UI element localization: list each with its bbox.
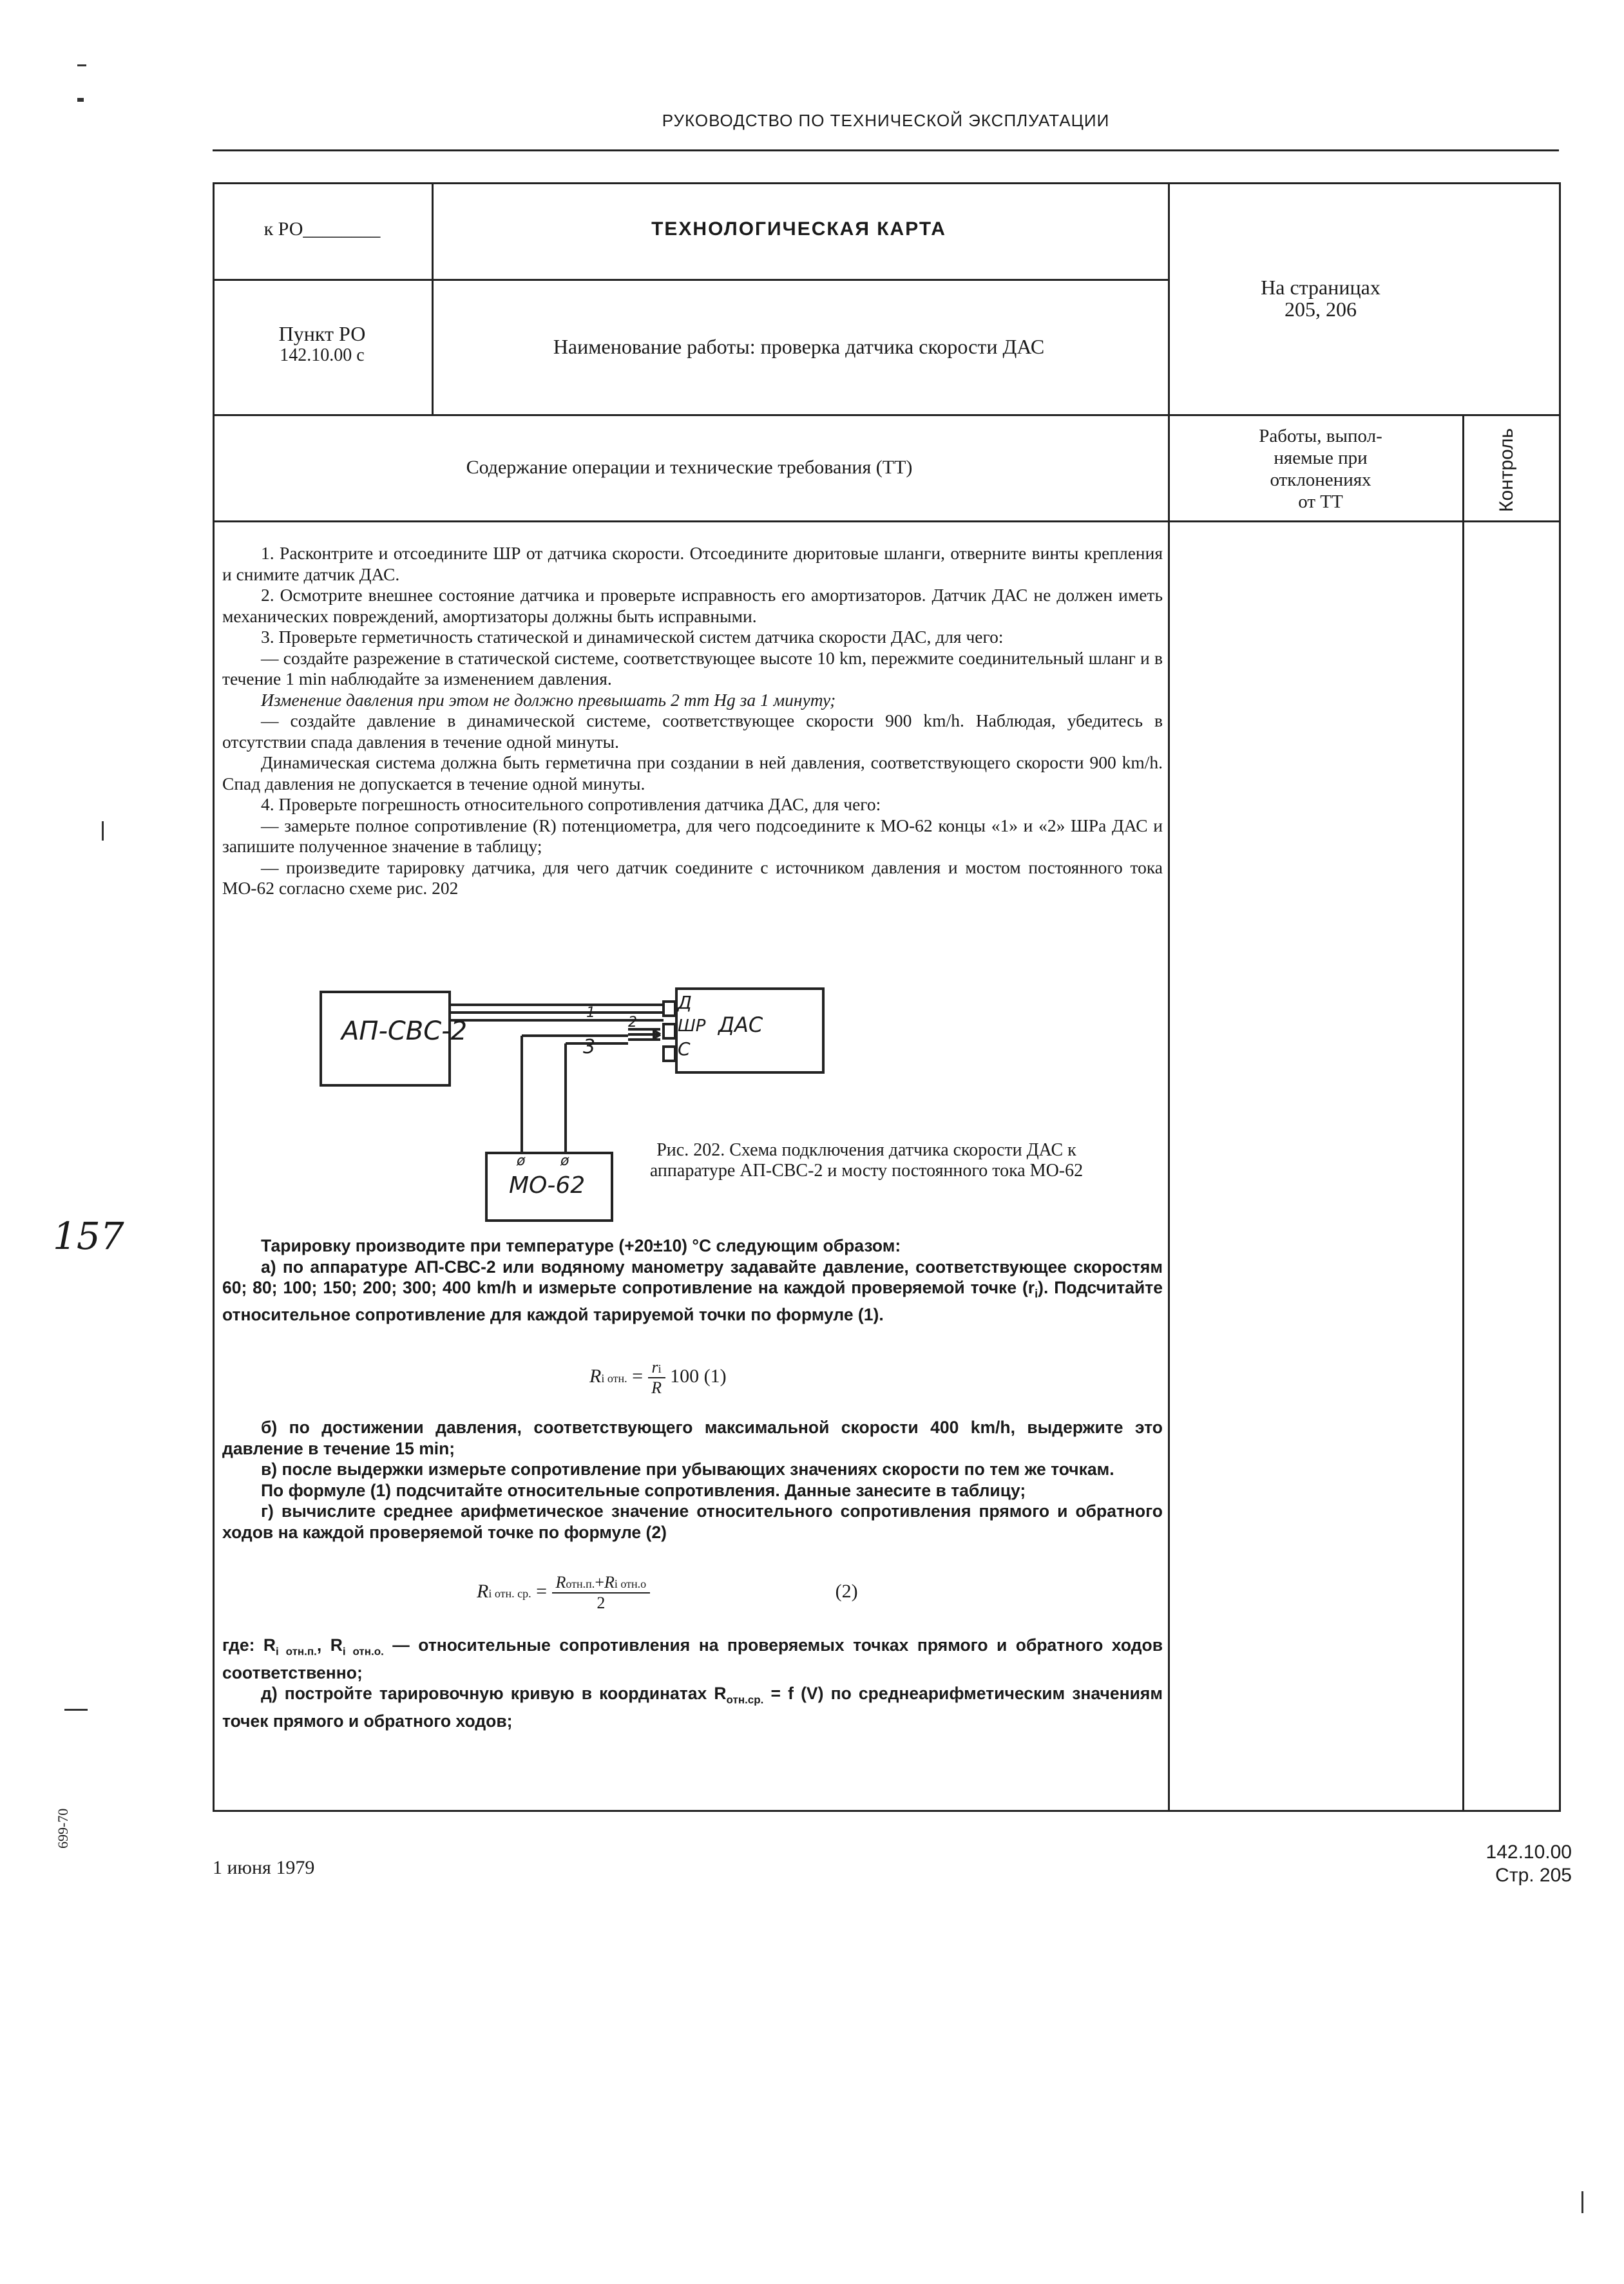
step-paragraph: — произведите тарировку датчика, для чего датчик соедините с источником давления и мостом постоянного тока МО-62 согласно схеме рис. 202 (222, 857, 1163, 898)
formula-tail: (2) (835, 1580, 858, 1602)
item-value: 142.10.00 с (280, 345, 365, 365)
col-deviation-line: от ТТ (1298, 491, 1343, 512)
text-span: а) по аппаратуре АП-СВС-2 или водяному манометру задавайте давление, соответствующее скоростям 60; 80; 100; 150; 200; 300; 400 km/h и измерьте сопротивление на каждой проверяемой точке (r (222, 1257, 1163, 1297)
side-code: 699-70 (55, 1808, 71, 1849)
terminal-2: ø (560, 1153, 569, 1169)
text-span: ). Подсчитайте относительное сопротивление для каждой тарируемой точки по формуле (1). (222, 1278, 1163, 1324)
calibration-step-d (222, 1683, 1163, 1731)
formula-num: R (555, 1573, 566, 1592)
text-span: д) постройте тарировочную кривую в координатах R (261, 1684, 727, 1704)
formula-sub: i (658, 1362, 662, 1375)
step-paragraph: 4. Проверьте погрешность относительного сопротивления датчика ДАС, для чего: (261, 794, 881, 814)
work-name: Наименование работы: проверка датчика скорости ДАС (553, 335, 1045, 358)
formula-term: R (477, 1580, 489, 1602)
formula-sub: отн.п. (566, 1577, 595, 1590)
formula-fraction (648, 1358, 665, 1398)
col-deviation-line: няемые при (1274, 448, 1368, 468)
formula-term: R (589, 1365, 602, 1387)
operation-steps (222, 543, 1163, 899)
formula-1 (589, 1358, 727, 1398)
col-content-header: Содержание операции и технические требования (ТТ) (466, 457, 913, 478)
text-span: где: R (222, 1635, 276, 1655)
calibration-step-g: г) вычислите среднее арифметическое значение относительного сопротивления прямого и обратного ходов на каждой проверяемой точке по формуле (2) (222, 1501, 1163, 1542)
pin-c-label: С (678, 1038, 691, 1060)
formula-tail: 100 (1) (670, 1365, 727, 1387)
pin-d (664, 1002, 675, 1016)
text-sub: i (1035, 1287, 1038, 1300)
text-sub: i отн.о. (342, 1645, 384, 1658)
figure-caption: Рис. 202. Схема подключения датчика скорости ДАС к аппаратуре АП-СВС-2 и мосту постоянного тока МО-62 (649, 1140, 1084, 1181)
calibration-step-v: в) после выдержки измерьте сопротивление при убывающих значениях скорости по тем же точкам. (261, 1460, 1114, 1479)
pin-c (664, 1047, 675, 1061)
doc-code: 142.10.00 (1485, 1841, 1572, 1863)
formula-den: 2 (597, 1594, 606, 1612)
step-paragraph: Динамическая система должна быть герметична при создании в ней давления, соответствующего скорости 900 km/h. Спад давления не допускается в течение одной минуты. (222, 752, 1163, 794)
col-deviation-header (1179, 425, 1462, 513)
calibration-text (222, 1235, 1163, 1325)
calibration-step-b: б) по достижении давления, соответствующего максимальной скорости 400 km/h, выдержите это давление в течение 15 min; (222, 1418, 1163, 1458)
col-deviation-line: отклонениях (1270, 470, 1371, 490)
formula-sub: i отн. ср. (488, 1586, 531, 1600)
formula-num: r (651, 1358, 658, 1376)
calibration-text-3 (222, 1635, 1163, 1732)
text-span: , R (316, 1635, 343, 1655)
text-span: — относительные сопротивления на проверяемых точках прямого и обратного ходов соответственно; (222, 1635, 1163, 1682)
scan-mark (1581, 2191, 1583, 2213)
terminal-1: ø (517, 1153, 526, 1169)
calibration-intro: Тарировку производите при температуре (+20±10) °С следующим образом: (261, 1236, 901, 1255)
formula-eq: = (536, 1580, 548, 1602)
pages-label: На страницах (1261, 276, 1380, 299)
formula-op: + (595, 1573, 604, 1592)
pin-d-label: Д (678, 992, 692, 1013)
ro-reference: к РО________ (263, 218, 381, 240)
formula-sub: i отн.о (614, 1577, 647, 1590)
divider (213, 414, 1561, 416)
formula-num: R (604, 1573, 615, 1592)
col-control-header: Контроль (1496, 428, 1517, 512)
step-paragraph: Изменение давления при этом не должно превышать 2 mm Hg за 1 минуту; (261, 689, 836, 710)
scan-mark (102, 821, 104, 841)
step-paragraph: — создайте давление в динамической системе, соответствующее скорости 900 km/h. Наблюдая, убедитесь в отсутствии спада давления в течение одной минуты. (222, 710, 1163, 752)
text-span: = f (V) по среднеарифметическим значениям точек прямого и обратного ходов; (222, 1684, 1163, 1731)
step-paragraph: — создайте разрежение в статической системе, соответствующее высоте 10 km, пережмите соединительный шланг и в течение 1 min наблюдайте за изменением давления. (222, 647, 1163, 689)
apsvs-label: АП-СВС-2 (341, 1016, 468, 1046)
calibration-note: По формуле (1) подсчитайте относительные сопротивления. Данные занесите в таблицу; (261, 1480, 1026, 1500)
card-title: ТЕХНОЛОГИЧЕСКАЯ КАРТА (651, 218, 946, 240)
divider (213, 520, 1561, 522)
divider (1462, 414, 1464, 1812)
divider (432, 182, 434, 414)
scan-mark (77, 98, 84, 102)
where-clause (222, 1635, 1163, 1683)
page-reference (1475, 1841, 1572, 1887)
formula-2 (477, 1573, 858, 1613)
pin-shr-label: ШР (678, 1016, 706, 1036)
step-paragraph: 2. Осмотрите внешнее состояние датчика и проверьте исправность его амортизаторов. Датчик ДАС не должен иметь механических повреждений, амортизаторы должны быть исправными. (222, 585, 1163, 626)
formula-den: R (651, 1378, 662, 1397)
divider (1168, 182, 1170, 1812)
step-paragraph: — замерьте полное сопротивление (R) потенциометра, для чего подсоедините к МО-62 концы «1» и «2» ШРа ДАС и запишите полученное значение в таблицу; (222, 815, 1163, 856)
page-number: Стр. 205 (1495, 1865, 1572, 1886)
calibration-step-a (222, 1257, 1163, 1326)
divider (213, 279, 1169, 281)
col-deviation-line: Работы, выпол- (1259, 426, 1382, 446)
text-sub: i отн.п. (276, 1645, 317, 1658)
pages-value: 205, 206 (1285, 298, 1357, 321)
step-paragraph: 3. Проверьте герметичность статической и динамической систем датчика скорости ДАС, для чего: (261, 627, 1004, 647)
scan-mark (64, 1709, 88, 1711)
wire-2-label: 2 (628, 1014, 637, 1031)
das-label: ДАС (718, 1013, 763, 1037)
pin-shr (664, 1024, 675, 1038)
text-sub: отн.ср. (726, 1693, 764, 1706)
formula-sub: i отн. (601, 1371, 627, 1385)
issue-date: 1 июня 1979 (213, 1857, 315, 1878)
mo62-label: МО-62 (509, 1172, 586, 1199)
wire-1-label: 1 (586, 1005, 595, 1021)
item-label: Пункт РО (278, 322, 366, 345)
scan-mark (77, 64, 86, 66)
header-rule (213, 149, 1559, 151)
formula-fraction (552, 1573, 651, 1613)
handwritten-margin-note: 157 (53, 1214, 124, 1258)
calibration-text-2 (222, 1417, 1163, 1543)
wire-3-label: 3 (583, 1036, 596, 1058)
running-header: РУКОВОДСТВО ПО ТЕХНИЧЕСКОЙ ЭКСПЛУАТАЦИИ (662, 111, 1110, 130)
step-paragraph: 1. Расконтрите и отсоедините ШР от датчика скорости. Отсоедините дюритовые шланги, отверните винты крепления и снимите датчик ДАС. (222, 543, 1163, 584)
formula-eq: = (632, 1365, 644, 1387)
